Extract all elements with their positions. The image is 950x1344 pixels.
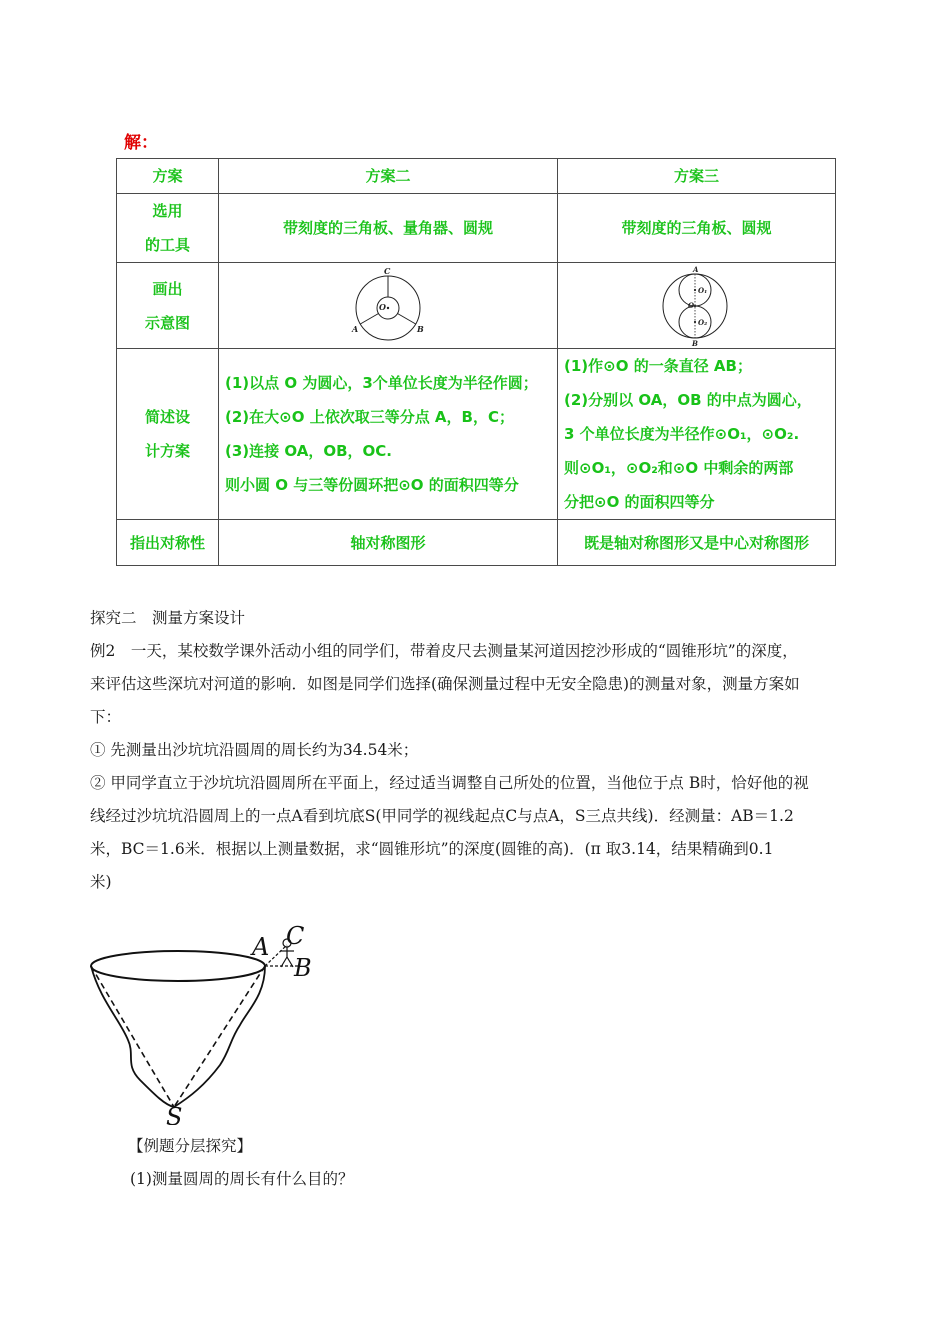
label-s: S (166, 1103, 183, 1125)
label-b: B (294, 954, 312, 982)
label-o1: O₁ (697, 285, 707, 295)
question-1: (1)测量圆周的周长有什么目的？ (130, 1170, 354, 1188)
header-cell: 方案 (117, 159, 219, 194)
label-a: A (252, 933, 270, 961)
header-cell: 方案三 (558, 159, 836, 194)
plan-table (116, 158, 836, 566)
row-label: 指出对称性 (117, 520, 219, 566)
label-a: A (352, 323, 359, 334)
label-c: C (384, 265, 391, 276)
section-title: 探究二 测量方案设计 (90, 609, 246, 627)
plan3-diagram (657, 264, 737, 348)
plan3-symmetry: 既是轴对称图形又是中心对称图形 (558, 520, 836, 566)
plan2-design: (1)以点 O 为圆心，3个单位长度为半径作圆； (2)在大⊙O 上依次取三等分点 A，B，C； (3)连接 OA，OB，OC. 则小圆 O 与三等份圆环把⊙O 的面积四等分 (219, 349, 558, 520)
plan2-diagram (343, 266, 433, 346)
row-label: 选用 的工具 (117, 194, 219, 263)
plan3-tools: 带刻度的三角板、圆规 (558, 194, 836, 263)
label-b: B (417, 323, 424, 334)
label-o2: O₂ (697, 317, 707, 327)
layered-title: 【例题分层探究】 (128, 1137, 253, 1155)
header-cell: 方案二 (219, 159, 558, 194)
plan2-symmetry: 轴对称图形 (219, 520, 558, 566)
label-o: O (687, 300, 694, 310)
label-a: A (692, 264, 698, 274)
plan2-diagram-cell (219, 263, 558, 349)
solution-label: 解： (124, 133, 158, 153)
example-text: 例2 一天，某校数学课外活动小组的同学们，带着皮尺去测量某河道因挖沙形成的“圆锥形坑”的深度， 来评估这些深坑对河道的影响．如图是同学们选择(确保测量过程中无安全隐患)的测量对象，测量方案如 下： ① 先测量出沙坑坑沿圆周的周长约为34.54米； ② 甲同学直立于沙坑坑沿圆周所在平面上，经过适当调整自己所处的位置，当他位于点 B时，恰好他的视 线经过沙坑坑沿圆周上的一点A看到坑底S(甲同学的视线起点C与点A，S三点共线)．经测量：AB＝1.2 米，BC＝1.6米．根据以上测量数据，求“圆锥形坑”的深度(圆锥的高)．(π 取3.14，结果精确到0.1 米) (90, 642, 809, 891)
plan3-design: (1)作⊙O 的一条直径 AB； (2)分别以 OA，OB 的中点为圆心， 3 个单位长度为半径作⊙O₁，⊙O₂. 则⊙O₁，⊙O₂和⊙O 中剩余的两部 分把⊙O 的面积四等分 (558, 349, 836, 520)
label-b: B (691, 338, 698, 348)
row-label: 画出 示意图 (117, 263, 219, 349)
cone-pit-figure (80, 915, 330, 1125)
plan3-diagram-cell (558, 263, 836, 349)
row-label: 简述设 计方案 (117, 349, 219, 520)
plan2-tools: 带刻度的三角板、量角器、圆规 (219, 194, 558, 263)
label-o: O (379, 301, 386, 312)
table-row (117, 349, 836, 520)
label-c: C (286, 922, 305, 950)
table-row (117, 520, 836, 566)
table-row (117, 263, 836, 349)
table-row (117, 194, 836, 263)
table-header-row (117, 159, 836, 194)
